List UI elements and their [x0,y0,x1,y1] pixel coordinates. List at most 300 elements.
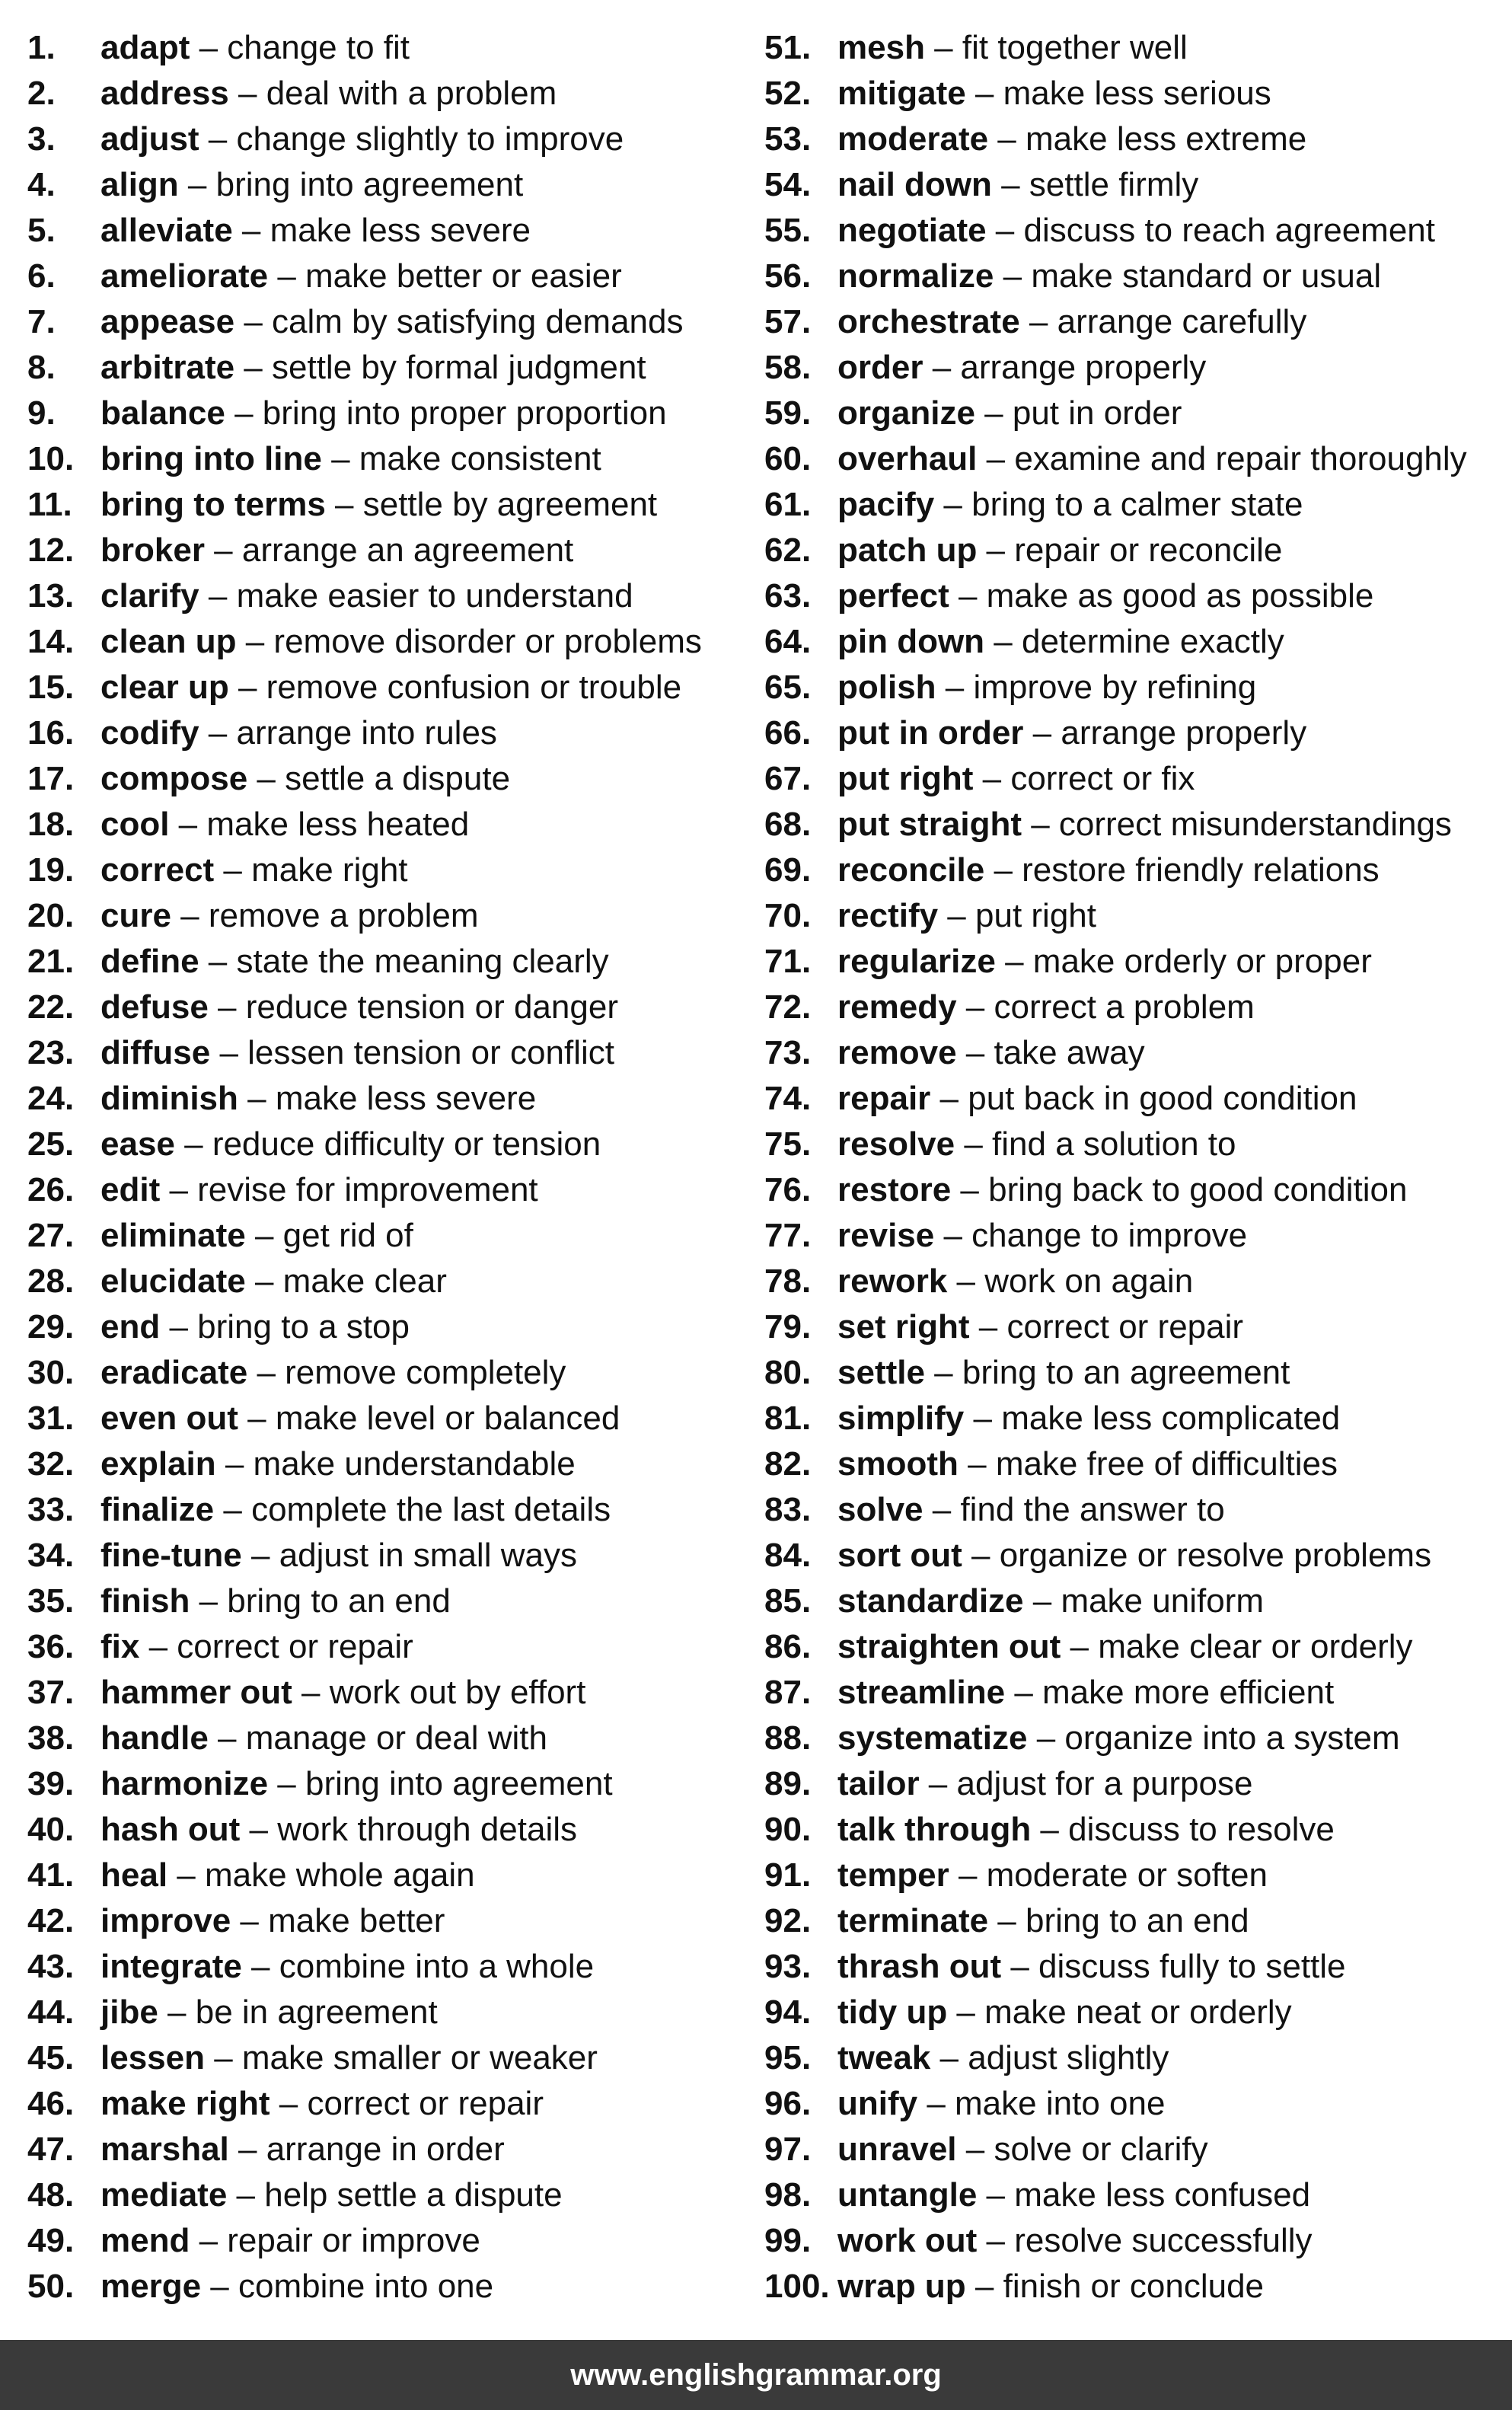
list-item [27,1578,451,1624]
list-item [764,1213,1247,1259]
item-separator: – [923,1491,961,1528]
list-item [764,847,1380,893]
item-definition: make right [251,851,408,889]
item-separator: – [236,623,274,660]
item-definition: find a solution to [992,1125,1236,1163]
item-separator: – [232,212,270,249]
item-separator: – [934,486,972,523]
item-number: 6. [27,257,56,295]
item-term: moderate [837,120,989,158]
item-separator: – [231,1902,269,1939]
item-definition: make consistent [359,440,601,477]
item-term: appease [100,303,235,340]
list-item [764,939,1372,985]
item-term: handle [100,1719,209,1757]
item-separator: – [986,212,1024,249]
item-separator: – [238,1400,276,1437]
item-separator: – [247,760,285,797]
item-term: merge [100,2268,202,2305]
item-definition: correct or fix [1010,760,1195,797]
list-item [764,1944,1346,1990]
item-term: tailor [837,1765,920,1802]
item-term: improve [100,1902,231,1939]
item-term: mesh [837,29,925,66]
item-separator: – [964,1400,1002,1437]
item-number: 91. [764,1856,812,1894]
item-separator: – [1019,303,1057,340]
item-term: mitigate [837,75,966,112]
item-definition: adjust slightly [968,2039,1169,2076]
item-number: 82. [764,1445,812,1483]
item-number: 50. [27,2268,75,2305]
item-definition: bring into agreement [305,1765,613,1802]
list-item [764,1122,1236,1167]
item-number: 15. [27,669,75,706]
item-number: 99. [764,2222,812,2259]
item-term: systematize [837,1719,1028,1757]
item-definition: calm by satisfying demands [272,303,684,340]
item-definition: reduce tension or danger [245,988,618,1026]
item-term: align [100,166,179,203]
item-number: 90. [764,1811,812,1848]
item-definition: repair or improve [227,2222,480,2259]
item-separator: – [958,1445,996,1483]
list-item [764,482,1303,528]
list-item [27,1898,445,1944]
list-item [764,71,1271,117]
item-term: explain [100,1445,216,1483]
item-definition: make less serious [1003,75,1271,112]
item-term: unify [837,2085,918,2122]
item-number: 86. [764,1628,812,1665]
item-number: 78. [764,1262,812,1300]
item-term: settle [837,1354,925,1391]
list-item [27,2264,493,2309]
item-separator: – [949,1856,987,1894]
item-term: diffuse [100,1034,211,1071]
item-term: adjust [100,120,199,158]
item-definition: fit together well [962,29,1188,66]
item-number: 32. [27,1445,75,1483]
item-definition: be in agreement [195,1993,438,2031]
item-definition: work through details [277,1811,578,1848]
item-separator: – [917,2085,955,2122]
list-item [764,25,1188,71]
item-separator: – [956,1034,994,1071]
list-item [27,254,622,299]
item-definition: make better [268,1902,445,1939]
item-separator: – [947,1262,985,1300]
item-definition: arrange properly [960,349,1207,386]
item-definition: make level or balanced [275,1400,620,1437]
item-definition: remove a problem [208,897,479,934]
item-separator: – [169,806,207,843]
item-term: correct [100,851,215,889]
list-item [764,1030,1145,1076]
list-item [764,208,1435,254]
item-number: 4. [27,166,56,203]
item-separator: – [955,1125,993,1163]
item-number: 3. [27,120,56,158]
item-definition: find the answer to [960,1491,1225,1528]
item-term: hash out [100,1811,241,1848]
item-term: define [100,943,199,980]
item-number: 1. [27,29,56,66]
item-term: pin down [837,623,985,660]
item-separator: – [241,1537,279,1574]
item-separator: – [171,897,209,934]
list-item [764,436,1467,482]
list-item [27,1441,576,1487]
item-separator: – [994,257,1032,295]
item-term: eradicate [100,1354,248,1391]
item-number: 11. [27,486,72,523]
item-number: 31. [27,1400,75,1437]
item-term: normalize [837,257,994,295]
item-term: compose [100,760,248,797]
item-number: 53. [764,120,812,158]
item-definition: remove confusion or trouble [266,669,682,706]
list-item [27,391,667,436]
item-number: 7. [27,303,56,340]
item-separator: – [178,166,216,203]
list-item [27,162,523,208]
item-term: rework [837,1262,948,1300]
item-separator: – [977,440,1015,477]
item-term: overhaul [837,440,978,477]
item-separator: – [962,1537,1000,1574]
item-separator: – [936,669,974,706]
list-item [764,2127,1208,2172]
item-separator: – [977,2222,1015,2259]
item-number: 23. [27,1034,75,1071]
list-item [764,802,1452,847]
item-separator: – [199,120,237,158]
item-definition: work out by effort [329,1674,586,1711]
item-definition: examine and repair thoroughly [1014,440,1467,477]
item-term: cool [100,806,170,843]
item-term: alleviate [100,212,233,249]
item-number: 5. [27,212,56,249]
item-term: nail down [837,166,992,203]
item-separator: – [214,1491,252,1528]
item-separator: – [951,1171,989,1208]
item-definition: put back in good condition [968,1080,1357,1117]
item-separator: – [965,75,1003,112]
item-definition: make less severe [275,1080,537,1117]
item-definition: arrange properly [1061,714,1307,752]
item-term: smooth [837,1445,959,1483]
item-number: 52. [764,75,812,112]
item-definition: arrange carefully [1057,303,1307,340]
item-separator: – [1061,1628,1099,1665]
item-separator: – [167,1856,205,1894]
list-item [27,345,646,391]
item-number: 33. [27,1491,75,1528]
item-number: 74. [764,1080,812,1117]
item-number: 12. [27,531,75,569]
item-separator: – [1023,1582,1061,1620]
item-separator: – [158,1993,196,2031]
item-term: negotiate [837,212,987,249]
item-number: 54. [764,166,812,203]
item-number: 34. [27,1537,75,1574]
item-number: 84. [764,1537,812,1574]
item-definition: make free of difficulties [995,1445,1338,1483]
item-separator: – [1005,1674,1043,1711]
item-term: ease [100,1125,175,1163]
list-item [27,2218,480,2264]
item-separator: – [204,2039,242,2076]
item-separator: – [975,394,1013,432]
item-number: 40. [27,1811,75,1848]
item-separator: – [228,2131,266,2168]
item-term: adapt [100,29,190,66]
item-separator: – [245,1217,283,1254]
item-number: 20. [27,897,75,934]
item-definition: remove completely [285,1354,566,1391]
list-item [764,2081,1165,2127]
item-definition: deal with a problem [266,75,557,112]
item-number: 28. [27,1262,75,1300]
list-item [27,1030,614,1076]
item-term: ameliorate [100,257,269,295]
item-term: broker [100,531,205,569]
list-item [764,985,1255,1030]
item-separator: – [1023,714,1061,752]
list-item [764,1670,1334,1716]
item-term: solve [837,1491,923,1528]
item-separator: – [919,1765,957,1802]
item-separator: – [965,2268,1003,2305]
item-separator: – [1031,1811,1069,1848]
item-term: bring to terms [100,486,326,523]
item-definition: change to improve [971,1217,1248,1254]
item-separator: – [934,1217,972,1254]
item-definition: lessen tension or conflict [247,1034,614,1071]
item-definition: solve or clarify [994,2131,1208,2168]
item-separator: – [321,440,359,477]
item-separator: – [991,166,1029,203]
list-item [764,2172,1310,2218]
item-number: 42. [27,1902,75,1939]
item-separator: – [190,29,228,66]
item-number: 27. [27,1217,75,1254]
list-item [764,665,1256,710]
item-term: clarify [100,577,199,614]
item-definition: repair or reconcile [1014,531,1283,569]
item-definition: correct a problem [994,988,1255,1026]
item-number: 36. [27,1628,75,1665]
footer-website: www.englishgrammar.org [570,2358,942,2392]
item-definition: correct or repair [307,2085,544,2122]
list-item [764,1853,1268,1898]
list-item [764,1167,1408,1213]
list-item [27,1487,611,1533]
item-term: reconcile [837,851,985,889]
item-number: 87. [764,1674,812,1711]
item-definition: put in order [1012,394,1182,432]
item-separator: – [215,1445,254,1483]
item-number: 70. [764,897,812,934]
item-definition: arrange in order [266,2131,505,2168]
list-item [27,710,497,756]
item-number: 63. [764,577,812,614]
item-separator: – [924,1354,962,1391]
item-number: 81. [764,1400,812,1437]
item-term: set right [837,1308,970,1345]
item-number: 46. [27,2085,75,2122]
item-number: 14. [27,623,75,660]
item-definition: revise for improvement [197,1171,538,1208]
item-definition: change to fit [227,29,410,66]
list-item [27,802,469,847]
list-item [764,1259,1193,1304]
item-number: 71. [764,943,812,980]
item-number: 17. [27,760,75,797]
item-term: integrate [100,1948,242,1985]
list-item [27,1624,413,1670]
item-number: 67. [764,760,812,797]
list-item [27,1122,601,1167]
item-number: 44. [27,1993,75,2031]
item-number: 58. [764,349,812,386]
list-item [764,1761,1252,1807]
item-number: 13. [27,577,75,614]
item-number: 51. [764,29,812,66]
item-separator: – [930,2039,968,2076]
item-definition: put right [975,897,1096,934]
item-number: 18. [27,806,75,843]
item-term: straighten out [837,1628,1061,1665]
item-number: 47. [27,2131,75,2168]
item-term: jibe [100,1993,158,2031]
item-definition: make less extreme [1026,120,1307,158]
item-separator: – [225,394,263,432]
list-item [27,1304,410,1350]
item-definition: combine into one [238,2268,494,2305]
item-definition: bring to an end [1026,1902,1249,1939]
list-item [764,2264,1264,2309]
list-item [27,1670,585,1716]
list-item [764,710,1306,756]
item-term: clear up [100,669,229,706]
list-item [764,1624,1413,1670]
item-definition: discuss to reach agreement [1023,212,1436,249]
item-term: thrash out [837,1948,1002,1985]
item-definition: make better or easier [305,257,622,295]
item-definition: settle by agreement [362,486,658,523]
item-number: 66. [764,714,812,752]
item-number: 68. [764,806,812,843]
item-number: 94. [764,1993,812,2031]
list-item [764,1807,1335,1853]
list-item [764,345,1206,391]
item-number: 41. [27,1856,75,1894]
item-number: 35. [27,1582,75,1620]
item-number: 24. [27,1080,75,1117]
item-number: 61. [764,486,812,523]
list-item [764,528,1282,573]
list-item [27,1076,536,1122]
item-definition: help settle a dispute [264,2176,563,2214]
item-separator: – [214,851,252,889]
list-item [764,299,1306,345]
item-definition: moderate or soften [986,1856,1268,1894]
item-definition: make smaller or weaker [241,2039,598,2076]
item-number: 55. [764,212,812,249]
list-item [27,619,702,665]
list-item [27,1396,620,1441]
item-number: 77. [764,1217,812,1254]
item-separator: – [984,623,1022,660]
item-number: 73. [764,1034,812,1071]
item-separator: – [241,1948,279,1985]
item-term: clean up [100,623,237,660]
item-separator: – [227,2176,265,2214]
item-term: fix [100,1628,140,1665]
item-term: harmonize [100,1765,269,1802]
item-separator: – [947,1993,985,2031]
item-definition: correct misunderstandings [1058,806,1452,843]
item-number: 85. [764,1582,812,1620]
list-item [27,482,657,528]
item-number: 16. [27,714,75,752]
list-item [27,2127,505,2172]
item-term: make right [100,2085,270,2122]
item-separator: – [190,2222,228,2259]
item-separator: – [977,2176,1015,2214]
item-term: unravel [837,2131,957,2168]
item-definition: change slightly to improve [236,120,624,158]
item-term: resolve [837,1125,955,1163]
item-term: elucidate [100,1262,246,1300]
item-definition: adjust for a purpose [956,1765,1253,1802]
item-definition: improve by refining [973,669,1257,706]
item-term: balance [100,394,225,432]
item-definition: settle by formal judgment [272,349,646,386]
item-separator: – [190,1582,228,1620]
item-definition: bring to a stop [197,1308,410,1345]
item-definition: settle a dispute [285,760,511,797]
list-item [764,619,1284,665]
item-term: rectify [837,897,939,934]
item-definition: determine exactly [1021,623,1284,660]
item-separator: – [995,943,1033,980]
item-term: standardize [837,1582,1024,1620]
item-term: revise [837,1217,935,1254]
item-definition: make standard or usual [1031,257,1382,295]
list-item [764,117,1306,162]
list-item [27,1761,613,1807]
item-number: 95. [764,2039,812,2076]
item-separator: – [160,1171,198,1208]
item-definition: bring into proper proportion [262,394,667,432]
item-term: put right [837,760,974,797]
item-term: simplify [837,1400,965,1437]
item-definition: make more efficient [1042,1674,1335,1711]
item-separator: – [204,531,242,569]
item-definition: make whole again [204,1856,475,1894]
list-item [27,1807,577,1853]
item-number: 22. [27,988,75,1026]
item-term: put straight [837,806,1022,843]
item-definition: correct or repair [1006,1308,1244,1345]
item-number: 30. [27,1354,75,1391]
item-separator: – [956,988,994,1026]
item-definition: make understandable [253,1445,576,1483]
item-term: arbitrate [100,349,235,386]
